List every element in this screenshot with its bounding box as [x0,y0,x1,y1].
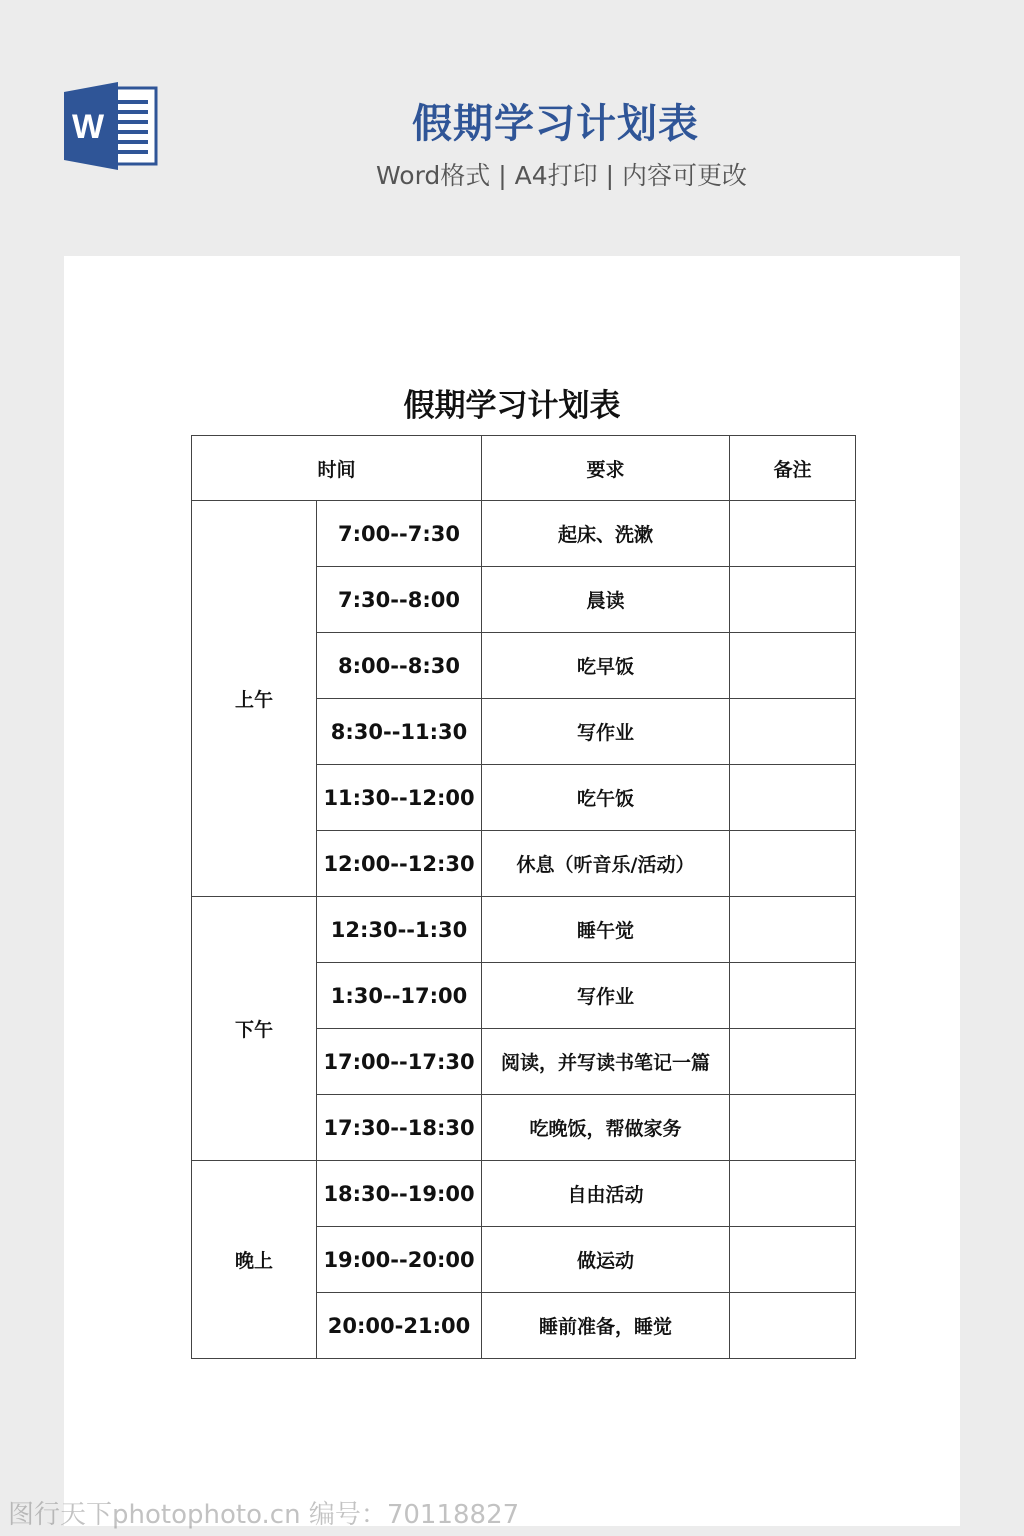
task-cell: 吃早饭 [482,633,730,699]
time-cell: 17:30--18:30 [317,1095,482,1161]
time-cell: 7:30--8:00 [317,567,482,633]
task-cell: 写作业 [482,699,730,765]
time-cell: 7:00--7:30 [317,501,482,567]
note-cell [730,501,856,567]
time-cell: 8:00--8:30 [317,633,482,699]
time-cell: 1:30--17:00 [317,963,482,1029]
time-cell: 8:30--11:30 [317,699,482,765]
task-cell: 吃午饭 [482,765,730,831]
note-cell [730,633,856,699]
task-cell: 晨读 [482,567,730,633]
column-header-notes: 备注 [730,436,856,501]
note-cell [730,963,856,1029]
time-cell: 17:00--17:30 [317,1029,482,1095]
header-title: 假期学习计划表 [412,101,699,147]
period-label: 晚上 [192,1161,317,1359]
table-row [192,1161,856,1227]
task-cell: 睡午觉 [482,897,730,963]
task-cell: 起床、洗漱 [482,501,730,567]
note-cell [730,897,856,963]
task-cell: 做运动 [482,1227,730,1293]
period-label: 下午 [192,897,317,1161]
note-cell [730,1227,856,1293]
document-page [64,256,960,1526]
column-header-time: 时间 [192,436,482,501]
column-header-requirement: 要求 [482,436,730,501]
table-row [192,897,856,963]
note-cell [730,831,856,897]
document-title: 假期学习计划表 [403,388,621,424]
note-cell [730,699,856,765]
time-cell: 19:00--20:00 [317,1227,482,1293]
task-cell: 阅读，并写读书笔记一篇 [482,1029,730,1095]
time-cell: 12:30--1:30 [317,897,482,963]
note-cell [730,1293,856,1359]
task-cell: 睡前准备，睡觉 [482,1293,730,1359]
task-cell: 自由活动 [482,1161,730,1227]
word-icon-letter: W [71,108,105,146]
task-cell: 吃晚饭，帮做家务 [482,1095,730,1161]
note-cell [730,567,856,633]
time-cell: 20:00-21:00 [317,1293,482,1359]
table-row [192,501,856,567]
note-cell [730,1095,856,1161]
task-cell: 休息（听音乐/活动） [482,831,730,897]
note-cell [730,765,856,831]
period-label: 上午 [192,501,317,897]
note-cell [730,1029,856,1095]
schedule-table [191,435,856,1359]
table-header-row [192,436,856,501]
task-cell: 写作业 [482,963,730,1029]
time-cell: 18:30--19:00 [317,1161,482,1227]
watermark: 图行天下photophoto.cn 编号：70118827 [8,1500,520,1530]
time-cell: 12:00--12:30 [317,831,482,897]
time-cell: 11:30--12:00 [317,765,482,831]
header-subtitle: Word格式 | A4打印 | 内容可更改 [376,161,747,190]
note-cell [730,1161,856,1227]
